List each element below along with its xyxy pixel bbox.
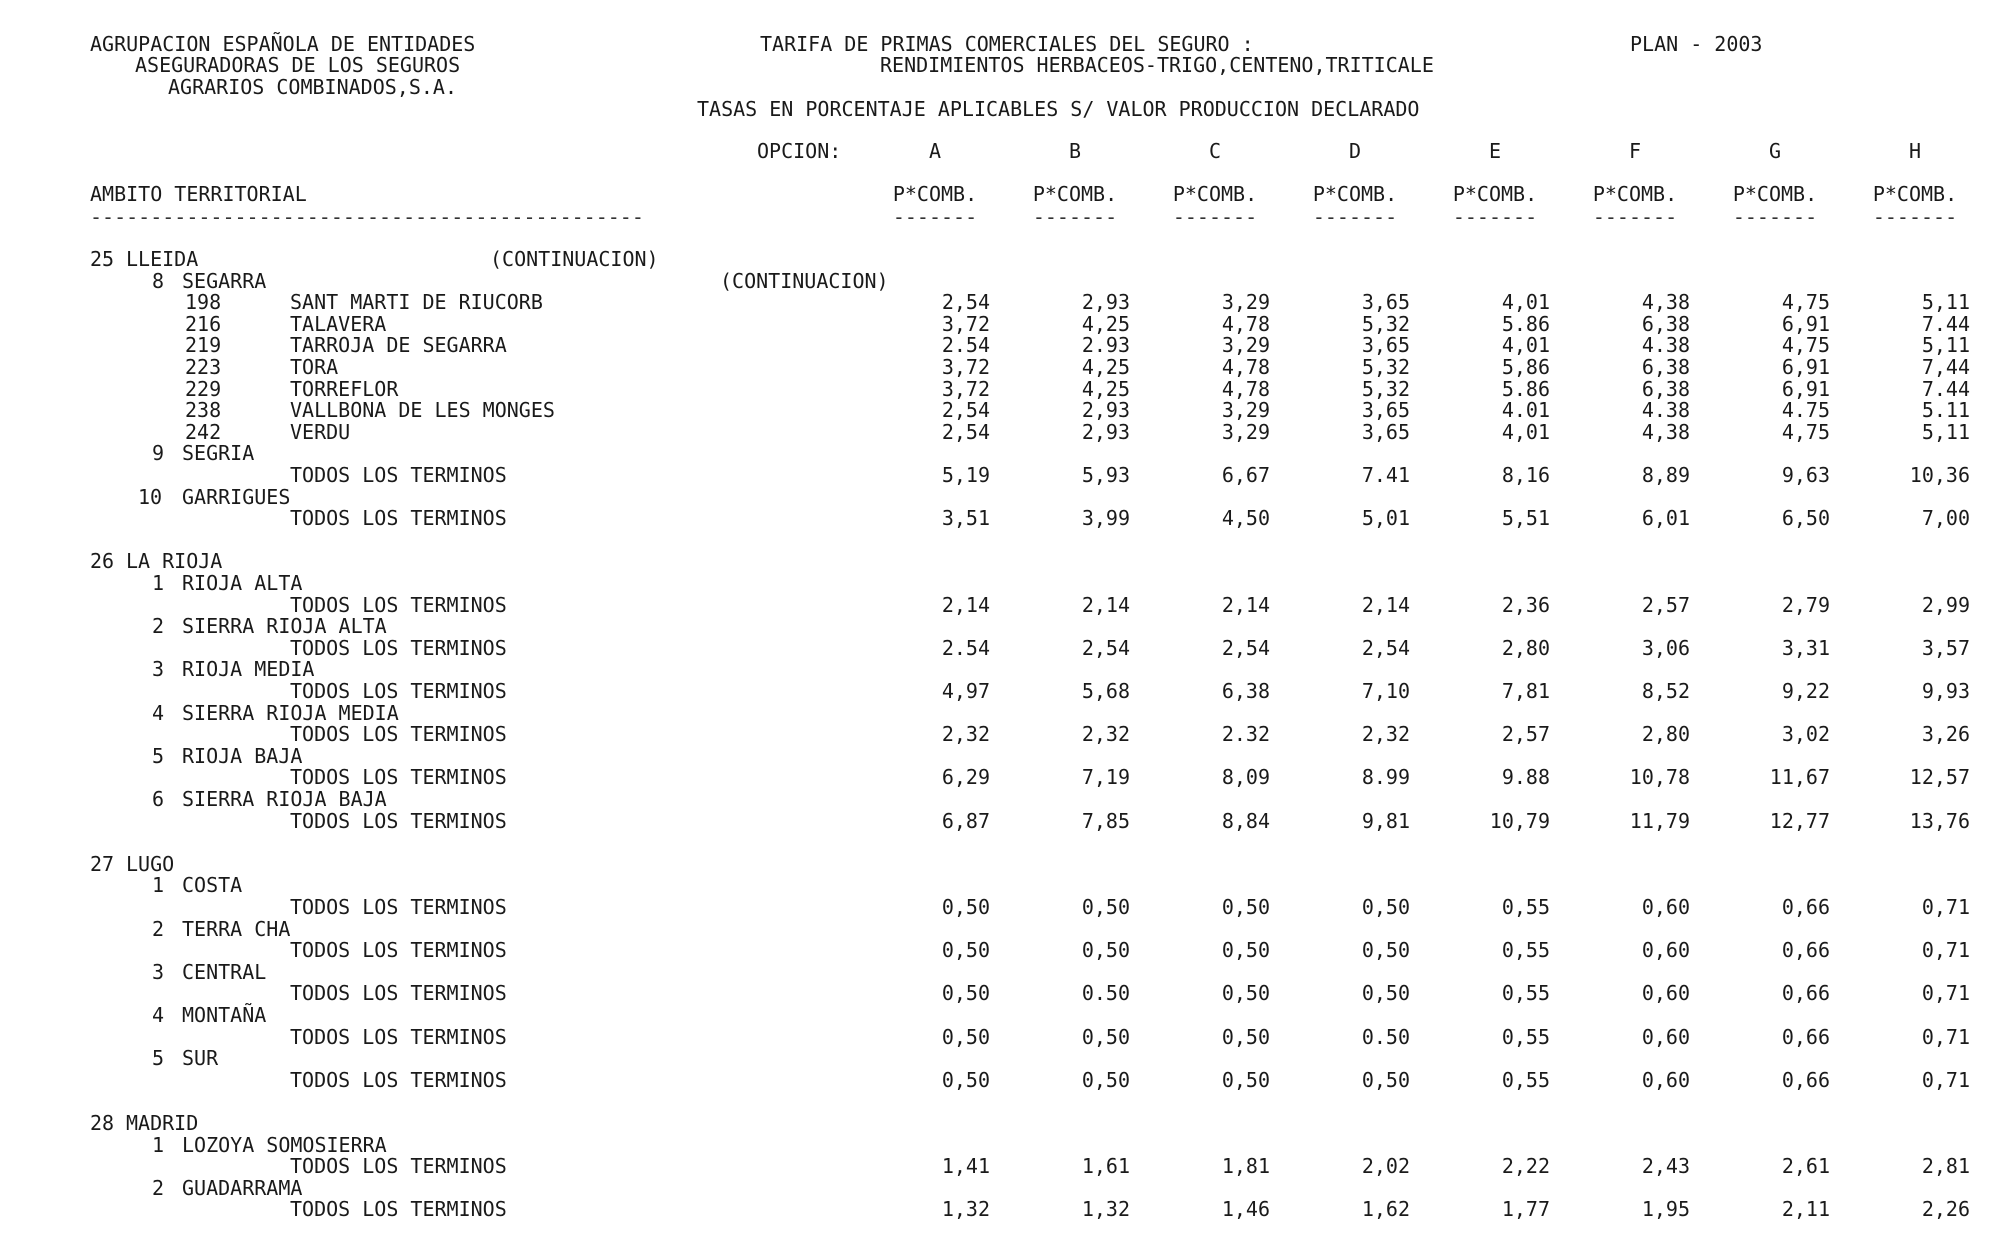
rate-cell-d: 8.99 <box>1361 765 1410 790</box>
rate-cell-b: 0,50 <box>1081 1024 1130 1049</box>
rate-cell-a: 3,72 <box>941 376 990 401</box>
termino-name: TODOS LOS TERMINOS <box>290 722 507 747</box>
rate-cell-g: 4,75 <box>1781 419 1830 444</box>
comarca-code: 6 <box>152 787 165 811</box>
rate-cell-a: 4,97 <box>941 679 990 703</box>
rate-cell-d: 3,65 <box>1361 398 1410 423</box>
rate-cell-d: 3,65 <box>1361 290 1410 315</box>
rate-cell-g: 12,77 <box>1769 808 1830 833</box>
column-rule-a: ------- <box>892 205 978 229</box>
termino-name: VERDU <box>290 419 351 444</box>
option-letter-b: B <box>1068 139 1082 163</box>
termino-name: TODOS LOS TERMINOS <box>290 679 507 703</box>
rate-cell-g: 2,11 <box>1781 1197 1830 1222</box>
plan-label: PLAN - 2003 <box>1630 32 1763 56</box>
rate-cell-h: 10,36 <box>1909 463 1970 487</box>
rate-cell-a: 2.54 <box>941 333 990 358</box>
rate-cell-h: 5,11 <box>1921 419 1970 444</box>
rate-cell-d: 7.41 <box>1361 463 1410 487</box>
termino-name: VALLBONA DE LES MONGES <box>290 398 555 423</box>
rate-cell-b: 4,25 <box>1081 311 1130 336</box>
municipio-code: 223 <box>185 355 222 379</box>
comarca-code: 8 <box>152 268 165 293</box>
rate-cell-d: 2,14 <box>1361 592 1410 617</box>
rate-cell-e: 4.01 <box>1501 398 1550 423</box>
rate-cell-f: 4.38 <box>1641 398 1690 423</box>
comarca-code: 9 <box>152 441 165 466</box>
rate-cell-b: 0,50 <box>1081 895 1130 919</box>
termino-name: TODOS LOS TERMINOS <box>290 765 507 790</box>
rate-cell-b: 2,54 <box>1081 635 1130 660</box>
rate-cell-c: 3,29 <box>1221 333 1270 358</box>
rate-cell-h: 5,11 <box>1921 290 1970 315</box>
rate-cell-a: 1,41 <box>941 1154 990 1179</box>
termino-name: TALAVERA <box>290 311 387 336</box>
rate-cell-a: 3,72 <box>941 355 990 379</box>
termino-name: TODOS LOS TERMINOS <box>290 506 507 531</box>
rate-cell-d: 3,65 <box>1361 333 1410 358</box>
comarca-name: RIOJA BAJA <box>182 743 303 768</box>
termino-name: TODOS LOS TERMINOS <box>290 463 507 487</box>
rate-cell-e: 5,86 <box>1501 355 1550 379</box>
column-rule-d: ------- <box>1312 205 1398 229</box>
comarca-code: 10 <box>138 484 163 509</box>
rate-cell-f: 0,60 <box>1641 981 1690 1006</box>
rate-cell-f: 4,38 <box>1641 419 1690 444</box>
rate-cell-e: 9.88 <box>1501 765 1550 790</box>
rate-cell-g: 4,75 <box>1781 333 1830 358</box>
comarca-code: 1 <box>152 571 165 595</box>
province-code: 25 <box>90 247 115 271</box>
rate-cell-e: 0,55 <box>1501 1067 1550 1092</box>
termino-name: TODOS LOS TERMINOS <box>290 938 507 963</box>
option-letter-h: H <box>1908 139 1922 163</box>
rate-cell-b: 4,25 <box>1081 355 1130 379</box>
comarca-code: 2 <box>152 1175 165 1200</box>
termino-name: TODOS LOS TERMINOS <box>290 592 507 617</box>
comarca-code: 1 <box>152 1132 165 1157</box>
rate-cell-h: 3,26 <box>1921 722 1970 747</box>
rate-cell-g: 6,91 <box>1781 376 1830 401</box>
rate-cell-e: 10,79 <box>1489 808 1550 833</box>
org-name-line2: ASEGURADORAS DE LOS SEGUROS <box>135 53 461 77</box>
rate-cell-b: 0,50 <box>1081 1067 1130 1092</box>
comarca-code: 4 <box>152 700 165 725</box>
rate-cell-a: 6,87 <box>941 808 990 833</box>
rate-cell-g: 0,66 <box>1781 1024 1830 1049</box>
rate-cell-c: 3,29 <box>1221 290 1270 315</box>
continuation-note: (CONTINUACION) <box>490 247 659 271</box>
column-rule-f: ------- <box>1592 205 1678 229</box>
rate-cell-c: 0,50 <box>1221 981 1270 1006</box>
rate-cell-h: 0,71 <box>1921 981 1970 1006</box>
rate-cell-c: 4,50 <box>1221 506 1270 531</box>
opcion-label: OPCION: <box>757 139 842 163</box>
rate-cell-g: 0,66 <box>1781 981 1830 1006</box>
rate-cell-e: 2,36 <box>1501 592 1550 617</box>
option-letter-c: C <box>1208 139 1222 163</box>
rate-cell-e: 1,77 <box>1501 1197 1550 1222</box>
comarca-name: GUADARRAMA <box>182 1175 303 1200</box>
rate-cell-d: 5,32 <box>1361 376 1410 401</box>
column-header-b: P*COMB. <box>1032 182 1118 206</box>
termino-name: TORA <box>290 355 339 379</box>
municipio-code: 216 <box>185 311 222 336</box>
option-letter-f: F <box>1628 139 1642 163</box>
rate-cell-c: 1,81 <box>1221 1154 1270 1179</box>
option-letter-g: G <box>1768 139 1782 163</box>
column-rule-e: ------- <box>1452 205 1538 229</box>
comarca-name: GARRIGUES <box>182 484 291 509</box>
rate-cell-c: 6,67 <box>1221 463 1270 487</box>
rate-cell-a: 2,32 <box>941 722 990 747</box>
rate-cell-b: 0,50 <box>1081 938 1130 963</box>
comarca-code: 2 <box>152 614 165 639</box>
rate-cell-g: 3,02 <box>1781 722 1830 747</box>
rate-cell-f: 2,43 <box>1641 1154 1690 1179</box>
province-name: LUGO <box>126 851 175 876</box>
comarca-name: RIOJA ALTA <box>182 571 303 595</box>
rate-cell-g: 2,79 <box>1781 592 1830 617</box>
comarca-name: SUR <box>182 1046 219 1071</box>
header-rule-left: ---------------------------------------------- <box>90 205 644 229</box>
rate-cell-d: 5,32 <box>1361 355 1410 379</box>
rate-cell-d: 2,54 <box>1361 635 1410 660</box>
column-rule-b: ------- <box>1032 205 1118 229</box>
rate-cell-a: 5,19 <box>941 463 990 487</box>
rate-cell-b: 2.93 <box>1081 333 1130 358</box>
comarca-code: 3 <box>152 959 165 984</box>
province-code: 28 <box>90 1111 115 1135</box>
rate-cell-a: 0,50 <box>941 895 990 919</box>
rate-cell-f: 4,38 <box>1641 290 1690 315</box>
rate-cell-f: 6,38 <box>1641 355 1690 379</box>
rate-cell-g: 11,67 <box>1769 765 1830 790</box>
rate-cell-f: 0,60 <box>1641 938 1690 963</box>
rate-cell-e: 7,81 <box>1501 679 1550 703</box>
rate-cell-c: 4,78 <box>1221 311 1270 336</box>
rate-cell-d: 1,62 <box>1361 1197 1410 1222</box>
rate-cell-b: 5,68 <box>1081 679 1130 703</box>
rate-cell-f: 8,89 <box>1641 463 1690 487</box>
rate-cell-b: 2,93 <box>1081 398 1130 423</box>
comarca-name: CENTRAL <box>182 959 267 984</box>
comarca-code: 5 <box>152 1046 165 1071</box>
rate-cell-c: 2.32 <box>1221 722 1270 747</box>
termino-name: TARROJA DE SEGARRA <box>290 333 507 358</box>
rate-cell-h: 9,93 <box>1921 679 1970 703</box>
termino-name: TODOS LOS TERMINOS <box>290 1024 507 1049</box>
rate-cell-f: 4.38 <box>1641 333 1690 358</box>
rate-cell-b: 7,85 <box>1081 808 1130 833</box>
rate-cell-c: 1,46 <box>1221 1197 1270 1222</box>
rate-cell-h: 0,71 <box>1921 1067 1970 1092</box>
comarca-name: SIERRA RIOJA BAJA <box>182 787 387 811</box>
comarca-code: 3 <box>152 657 165 682</box>
province-name: MADRID <box>126 1111 199 1135</box>
rate-cell-g: 6,91 <box>1781 355 1830 379</box>
rate-cell-e: 0,55 <box>1501 938 1550 963</box>
rate-cell-c: 8,84 <box>1221 808 1270 833</box>
column-rule-h: ------- <box>1872 205 1958 229</box>
column-rule-g: ------- <box>1732 205 1818 229</box>
comarca-name: SEGRIA <box>182 441 255 466</box>
rate-cell-d: 0,50 <box>1361 981 1410 1006</box>
rate-cell-b: 2,32 <box>1081 722 1130 747</box>
rate-cell-e: 4,01 <box>1501 333 1550 358</box>
termino-name: TODOS LOS TERMINOS <box>290 981 507 1006</box>
option-letter-e: E <box>1488 139 1502 163</box>
rate-cell-c: 4,78 <box>1221 355 1270 379</box>
rate-cell-g: 6,91 <box>1781 311 1830 336</box>
rate-cell-a: 2.54 <box>941 635 990 660</box>
rate-cell-g: 9,22 <box>1781 679 1830 703</box>
rates-description: TASAS EN PORCENTAJE APLICABLES S/ VALOR PRODUCCION DECLARADO <box>697 97 1420 121</box>
option-letter-a: A <box>928 139 942 163</box>
rate-cell-c: 2,14 <box>1221 592 1270 617</box>
termino-name: TODOS LOS TERMINOS <box>290 808 507 833</box>
rate-cell-e: 0,55 <box>1501 981 1550 1006</box>
rate-cell-c: 4,78 <box>1221 376 1270 401</box>
rate-cell-c: 8,09 <box>1221 765 1270 790</box>
rate-cell-g: 2,61 <box>1781 1154 1830 1179</box>
rate-cell-e: 2,80 <box>1501 635 1550 660</box>
rate-cell-h: 5.11 <box>1921 398 1970 423</box>
rate-cell-b: 2,93 <box>1081 419 1130 444</box>
rate-cell-b: 7,19 <box>1081 765 1130 790</box>
rate-cell-d: 5,32 <box>1361 311 1410 336</box>
rate-cell-f: 6,38 <box>1641 311 1690 336</box>
rate-cell-a: 3,51 <box>941 506 990 531</box>
rate-cell-a: 0,50 <box>941 981 990 1006</box>
rate-cell-h: 12,57 <box>1909 765 1970 790</box>
rate-cell-d: 0,50 <box>1361 1067 1410 1092</box>
municipio-code: 219 <box>185 333 222 358</box>
rate-cell-a: 0,50 <box>941 1067 990 1092</box>
org-name-line1: AGRUPACION ESPAÑOLA DE ENTIDADES <box>90 32 476 56</box>
rate-cell-f: 0,60 <box>1641 1024 1690 1049</box>
rate-cell-h: 0,71 <box>1921 895 1970 919</box>
column-header-f: P*COMB. <box>1592 182 1678 206</box>
column-rule-c: ------- <box>1172 205 1258 229</box>
comarca-code: 4 <box>152 1003 165 1027</box>
rate-cell-h: 0,71 <box>1921 938 1970 963</box>
rate-cell-e: 4,01 <box>1501 419 1550 444</box>
rate-cell-e: 5.86 <box>1501 311 1550 336</box>
rate-cell-f: 3,06 <box>1641 635 1690 660</box>
rate-cell-a: 0,50 <box>941 1024 990 1049</box>
rate-cell-b: 2,93 <box>1081 290 1130 315</box>
rate-cell-g: 9,63 <box>1781 463 1830 487</box>
rate-cell-h: 7,00 <box>1921 506 1970 531</box>
rate-cell-e: 0,55 <box>1501 1024 1550 1049</box>
rate-cell-g: 0,66 <box>1781 1067 1830 1092</box>
column-header-a: P*COMB. <box>892 182 978 206</box>
rate-cell-d: 3,65 <box>1361 419 1410 444</box>
rate-cell-b: 1,32 <box>1081 1197 1130 1222</box>
rate-cell-g: 0,66 <box>1781 938 1830 963</box>
rate-cell-e: 2,57 <box>1501 722 1550 747</box>
comarca-name: SIERRA RIOJA MEDIA <box>182 700 399 725</box>
column-header-g: P*COMB. <box>1732 182 1818 206</box>
rate-cell-a: 1,32 <box>941 1197 990 1222</box>
comarca-name: LOZOYA SOMOSIERRA <box>182 1132 387 1157</box>
rate-cell-g: 4,75 <box>1781 290 1830 315</box>
rate-cell-c: 2,54 <box>1221 635 1270 660</box>
rate-cell-g: 3,31 <box>1781 635 1830 660</box>
rate-cell-d: 0,50 <box>1361 895 1410 919</box>
rate-cell-b: 4,25 <box>1081 376 1130 401</box>
rate-cell-e: 4,01 <box>1501 290 1550 315</box>
rate-cell-c: 0,50 <box>1221 1024 1270 1049</box>
comarca-name: MONTAÑA <box>182 1003 267 1027</box>
termino-name: TODOS LOS TERMINOS <box>290 1067 507 1092</box>
rate-cell-c: 6,38 <box>1221 679 1270 703</box>
rate-cell-e: 0,55 <box>1501 895 1550 919</box>
column-header-d: P*COMB. <box>1312 182 1398 206</box>
rate-cell-a: 0,50 <box>941 938 990 963</box>
rate-cell-b: 3,99 <box>1081 506 1130 531</box>
org-name-line3: AGRARIOS COMBINADOS,S.A. <box>168 75 457 99</box>
rate-cell-a: 2,54 <box>941 398 990 423</box>
termino-name: TORREFLOR <box>290 376 399 401</box>
option-letter-d: D <box>1348 139 1362 163</box>
rate-cell-c: 0,50 <box>1221 1067 1270 1092</box>
rate-cell-h: 2,99 <box>1921 592 1970 617</box>
rate-cell-b: 2,14 <box>1081 592 1130 617</box>
rate-cell-h: 2,26 <box>1921 1197 1970 1222</box>
municipio-code: 198 <box>185 290 222 315</box>
rate-cell-b: 1,61 <box>1081 1154 1130 1179</box>
rate-cell-f: 0,60 <box>1641 1067 1690 1092</box>
comarca-name: COSTA <box>182 873 243 898</box>
comarca-code: 2 <box>152 916 165 941</box>
rate-cell-h: 0,71 <box>1921 1024 1970 1049</box>
rate-cell-e: 5.86 <box>1501 376 1550 401</box>
termino-name: TODOS LOS TERMINOS <box>290 1197 507 1222</box>
municipio-code: 238 <box>185 398 222 423</box>
ambito-header: AMBITO TERRITORIAL <box>90 182 307 206</box>
comarca-code: 1 <box>152 873 165 898</box>
province-name: LLEIDA <box>126 247 199 271</box>
tariff-subtitle: RENDIMIENTOS HERBACEOS-TRIGO,CENTENO,TRITICALE <box>880 53 1434 77</box>
rate-cell-h: 7.44 <box>1921 311 1970 336</box>
rate-cell-c: 3,29 <box>1221 419 1270 444</box>
rate-cell-e: 5,51 <box>1501 506 1550 531</box>
municipio-code: 242 <box>185 419 222 444</box>
rate-cell-a: 2,14 <box>941 592 990 617</box>
rate-cell-b: 5,93 <box>1081 463 1130 487</box>
rate-cell-d: 0.50 <box>1361 1024 1410 1049</box>
municipio-code: 229 <box>185 376 222 401</box>
rate-cell-a: 3,72 <box>941 311 990 336</box>
comarca-name: SIERRA RIOJA ALTA <box>182 614 387 639</box>
rate-cell-d: 9,81 <box>1361 808 1410 833</box>
rate-cell-g: 6,50 <box>1781 506 1830 531</box>
rate-cell-b: 0.50 <box>1081 981 1130 1006</box>
province-code: 26 <box>90 549 115 574</box>
rate-cell-f: 2,57 <box>1641 592 1690 617</box>
rate-cell-g: 4.75 <box>1781 398 1830 423</box>
rate-cell-d: 2,32 <box>1361 722 1410 747</box>
rate-cell-h: 13,76 <box>1909 808 1970 833</box>
comarca-code: 5 <box>152 743 165 768</box>
rate-cell-f: 0,60 <box>1641 895 1690 919</box>
termino-name: TODOS LOS TERMINOS <box>290 635 507 660</box>
province-name: LA RIOJA <box>126 549 223 574</box>
termino-name: TODOS LOS TERMINOS <box>290 895 507 919</box>
rate-cell-h: 2,81 <box>1921 1154 1970 1179</box>
rate-cell-f: 10,78 <box>1629 765 1690 790</box>
rate-cell-c: 0,50 <box>1221 895 1270 919</box>
column-header-c: P*COMB. <box>1172 182 1258 206</box>
rate-cell-f: 11,79 <box>1629 808 1690 833</box>
comarca-name: SEGARRA <box>182 268 267 293</box>
rate-cell-d: 2,02 <box>1361 1154 1410 1179</box>
rate-cell-d: 0,50 <box>1361 938 1410 963</box>
rate-cell-c: 3,29 <box>1221 398 1270 423</box>
rate-cell-c: 0,50 <box>1221 938 1270 963</box>
rate-cell-h: 3,57 <box>1921 635 1970 660</box>
continuation-note: (CONTINUACION) <box>720 268 889 293</box>
rate-cell-e: 2,22 <box>1501 1154 1550 1179</box>
column-header-e: P*COMB. <box>1452 182 1538 206</box>
rate-cell-d: 5,01 <box>1361 506 1410 531</box>
rate-cell-f: 2,80 <box>1641 722 1690 747</box>
rate-cell-a: 2,54 <box>941 419 990 444</box>
rate-cell-g: 0,66 <box>1781 895 1830 919</box>
province-code: 27 <box>90 851 115 876</box>
comarca-name: RIOJA MEDIA <box>182 657 315 682</box>
rate-cell-h: 7.44 <box>1921 376 1970 401</box>
tariff-title: TARIFA DE PRIMAS COMERCIALES DEL SEGURO : <box>760 32 1254 56</box>
column-header-h: P*COMB. <box>1872 182 1958 206</box>
rate-cell-f: 8,52 <box>1641 679 1690 703</box>
rate-cell-a: 2,54 <box>941 290 990 315</box>
rate-cell-d: 7,10 <box>1361 679 1410 703</box>
rate-cell-h: 5,11 <box>1921 333 1970 358</box>
rate-cell-e: 8,16 <box>1501 463 1550 487</box>
rate-cell-f: 6,01 <box>1641 506 1690 531</box>
rate-cell-a: 6,29 <box>941 765 990 790</box>
rate-cell-h: 7,44 <box>1921 355 1970 379</box>
rate-cell-f: 6,38 <box>1641 376 1690 401</box>
termino-name: SANT MARTI DE RIUCORB <box>290 290 543 315</box>
rate-cell-f: 1,95 <box>1641 1197 1690 1222</box>
termino-name: TODOS LOS TERMINOS <box>290 1154 507 1179</box>
comarca-name: TERRA CHA <box>182 916 291 941</box>
